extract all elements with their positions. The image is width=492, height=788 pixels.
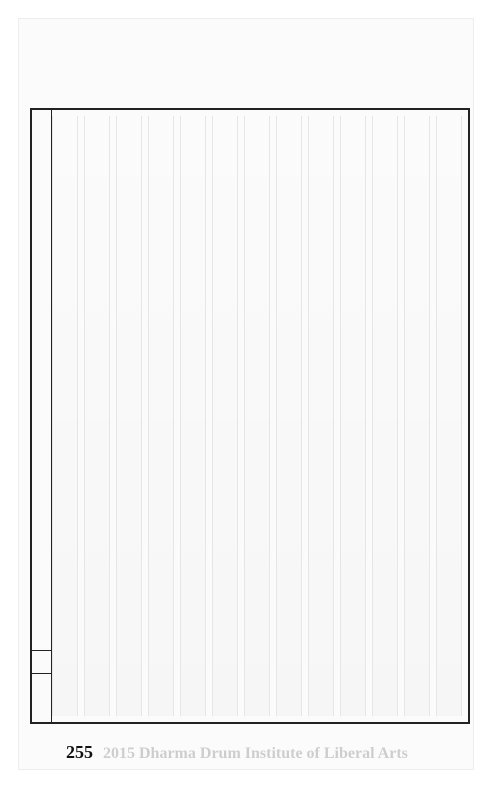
text-column xyxy=(244,116,270,716)
text-column xyxy=(84,116,110,716)
text-column xyxy=(52,116,78,716)
text-columns xyxy=(56,116,462,716)
margin-marker-box xyxy=(32,650,52,674)
text-column xyxy=(212,116,238,716)
text-column xyxy=(276,116,302,716)
text-column xyxy=(116,116,142,716)
text-column xyxy=(180,116,206,716)
text-column xyxy=(404,116,430,716)
text-frame xyxy=(30,108,470,724)
watermark: 2015 Dharma Drum Institute of Liberal Arts xyxy=(103,745,408,762)
text-column xyxy=(148,116,174,716)
text-column xyxy=(308,116,334,716)
text-column xyxy=(372,116,398,716)
text-column xyxy=(340,116,366,716)
margin-header-strip xyxy=(32,110,52,722)
page-number: 255 xyxy=(66,742,93,762)
page-footer xyxy=(66,742,446,766)
text-column xyxy=(436,116,462,716)
